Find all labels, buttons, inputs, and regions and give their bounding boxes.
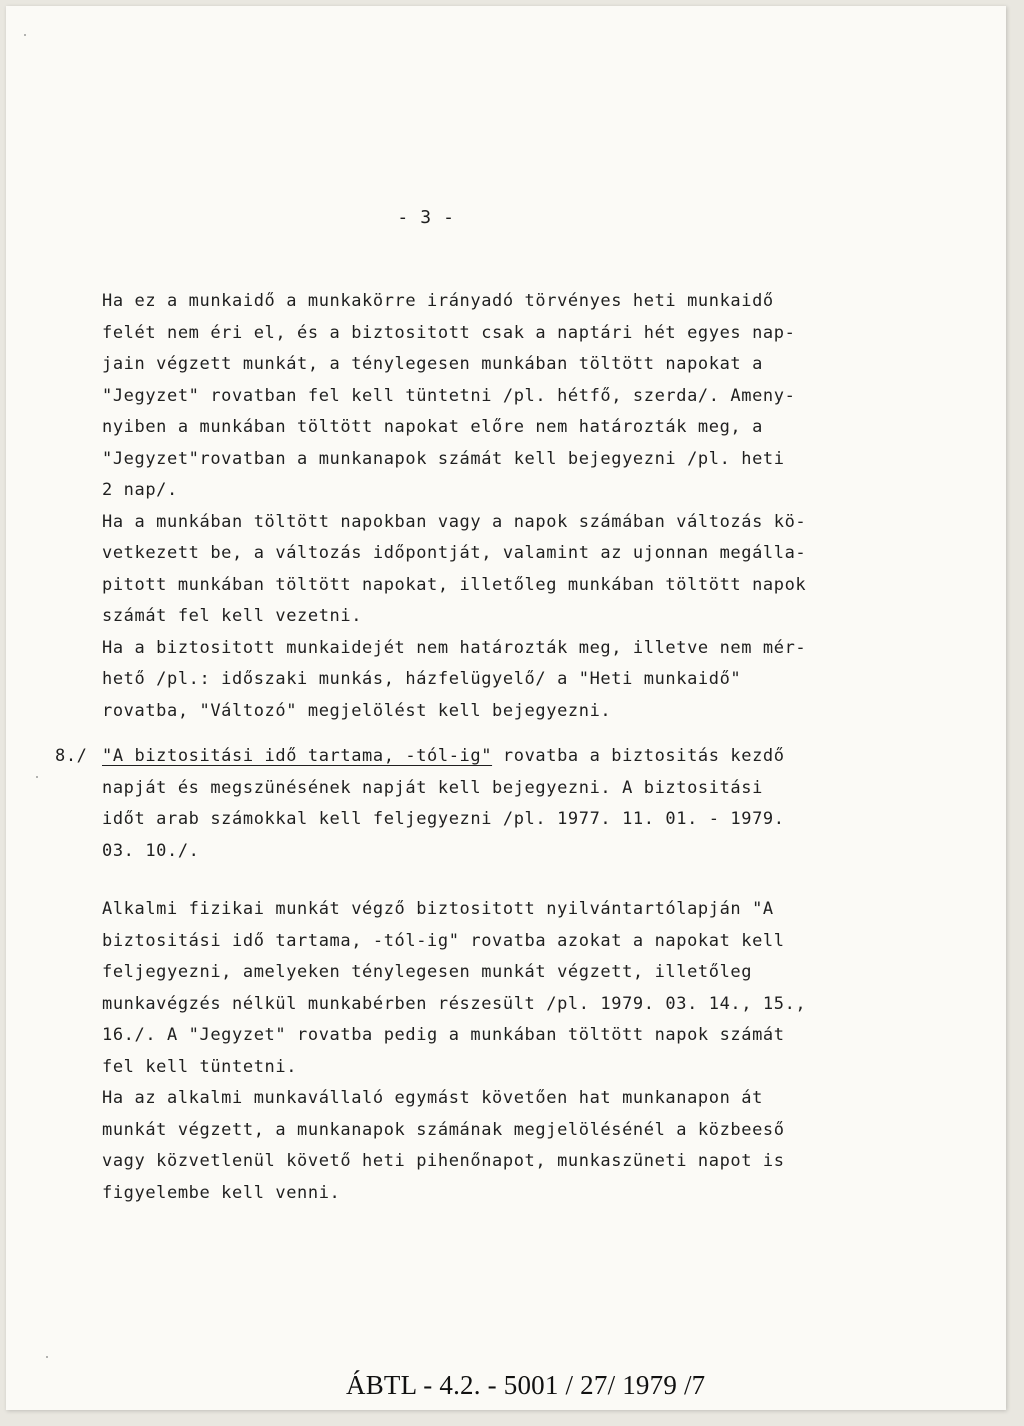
- text-line: jain végzett munkát, a ténylegesen munkában töltött napokat a: [102, 354, 763, 374]
- text-line: munkavégzés nélkül munkabérben részesült /pl. 1979. 03. 14., 15.,: [102, 993, 807, 1014]
- text-line: nyiben a munkában töltött napokat előre nem határozták meg, a: [102, 417, 763, 437]
- text-line: vagy közvetlenül követő heti pihenőnapot, munkaszüneti napot is: [102, 1151, 785, 1171]
- text-line: Ha az alkalmi munkavállaló egymást követően hat munkanapon át: [102, 1088, 763, 1108]
- heading-continuation: rovatba a biztositás kezdő: [492, 746, 785, 766]
- text-line: Ha a biztositott munkaidejét nem határozták meg, illetve nem mér-: [102, 637, 807, 658]
- paper-speck: [46, 1356, 48, 1358]
- paragraph-casual-workers: [102, 894, 918, 1209]
- paragraph-working-hours: [102, 286, 918, 727]
- underlined-heading: "A biztositási idő tartama, -tól-ig": [102, 746, 493, 766]
- text-line: rovatba, "Változó" megjelölést kell bejegyezni.: [102, 700, 612, 721]
- text-line: "Jegyzet"rovatban a munkanapok számát kell bejegyezni /pl. heti: [102, 448, 785, 469]
- text-line: Ha a munkában töltött napokban vagy a napok számában változás kö-: [102, 511, 807, 532]
- text-line: [102, 741, 918, 773]
- text-line: napját és megszünésének napját kell bejegyezni. A biztositási: [102, 777, 763, 798]
- archive-reference-stamp: ÁBTL - 4.2. - 5001 / 27/ 1979 /7: [346, 1370, 706, 1400]
- text-line: felét nem éri el, és a biztositott csak a naptári hét egyes nap-: [102, 322, 796, 343]
- text-line: időt arab számokkal kell feljegyezni /pl. 1977. 11. 01. - 1979.: [102, 809, 785, 829]
- text-line: biztositási idő tartama, -tól-ig" rovatba azokat a napokat kell: [102, 930, 785, 951]
- text-line: figyelembe kell venni.: [102, 1182, 341, 1203]
- text-line: hető /pl.: időszaki munkás, házfelügyelő/ a "Heti munkaidő": [102, 669, 742, 689]
- document-page: [6, 6, 1006, 1410]
- text-line: vetkezett be, a változás időpontját, valamint az ujonnan megálla-: [102, 543, 807, 563]
- text-line: számát fel kell vezetni.: [102, 606, 363, 626]
- text-line: "Jegyzet" rovatban fel kell tüntetni /pl. hétfő, szerda/. Ameny-: [102, 385, 796, 406]
- item-number: 8./: [55, 746, 88, 766]
- text-line: munkát végzett, a munkanapok számának megjelölésénél a közbeeső: [102, 1119, 785, 1140]
- text-line: 03. 10./.: [102, 840, 200, 861]
- text-line: fel kell tüntetni.: [102, 1056, 298, 1077]
- text-line: pitott munkában töltött napokat, illetőleg munkában töltött napok: [102, 574, 807, 595]
- text-line: Alkalmi fizikai munkát végző biztositott nyilvántartólapján "A: [102, 899, 774, 919]
- paper-speck: [24, 34, 26, 36]
- item-8-insurance-period: [102, 741, 918, 867]
- text-line: 2 nap/.: [102, 480, 178, 500]
- paper-speck: [36, 776, 38, 778]
- text-line: feljegyezni, amelyeken ténylegesen munkát végzett, illetőleg: [102, 962, 753, 982]
- text-line: Ha ez a munkaidő a munkakörre irányadó törvényes heti munkaidő: [102, 291, 774, 311]
- page-number: - 3 -: [397, 207, 455, 228]
- text-line: 16./. A "Jegyzet" rovatba pedig a munkában töltött napok számát: [102, 1025, 785, 1045]
